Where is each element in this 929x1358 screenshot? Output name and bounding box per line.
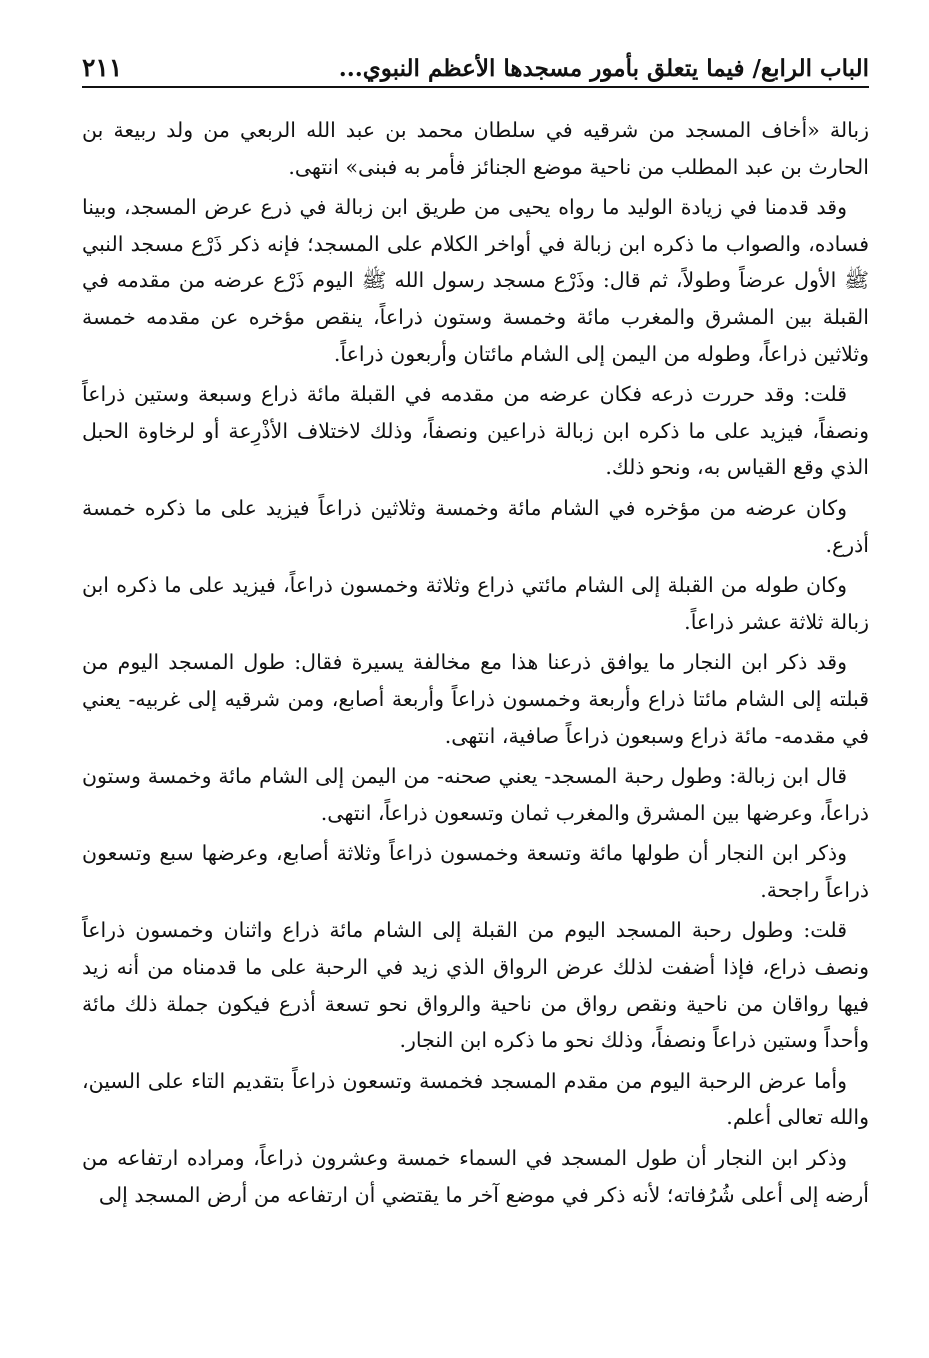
- paragraph: وقد قدمنا في زيادة الوليد ما رواه يحيى من طريق ابن زبالة في ذرع عرض المسجد، وبينا فساده، والصواب ما ذكره ابن زبالة في أواخر الكلام على المسجد؛ فإنه ذكر ذَرْع مسجد النبي ﷺ الأول عرضاً وطولاً، ثم قال: وذَرْع مسجد رسول الله ﷺ اليوم ذَرْع عرضه من مقدمه في القبلة بين المشرق والمغرب مائة وخمسة وستون ذراعاً، ينقص مؤخره عن مقدمه خمسة وثلاثين ذراعاً، وطوله من اليمن إلى الشام مائتان وأربعون ذراعاً.: [82, 195, 869, 366]
- paragraph: وذكر ابن النجار أن طولها مائة وتسعة وخمسون ذراعاً وثلاثة أصابع، وعرضها سبع وتسعون ذراعاً راجحة.: [82, 841, 869, 902]
- paragraph: قلت: وقد حررت ذرعه فكان عرضه من مقدمه في القبلة مائة ذراع وسبعة وستين ذراعاً ونصفاً، فيزيد على ما ذكره ابن زبالة ذراعين ونصفاً، وذلك لاختلاف الأذْرِعة أو لرخاوة الحبل الذي وقع القياس به، ونحو ذلك.: [82, 382, 869, 480]
- chapter-running-title: الباب الرابع/ فيما يتعلق بأمور مسجدها الأعظم النبوي...: [338, 55, 869, 82]
- paragraph: وأما عرض الرحبة اليوم من مقدم المسجد فخمسة وتسعون ذراعاً بتقديم التاء على السين، والله تعالى أعلم.: [82, 1068, 869, 1130]
- paragraph: وكان طوله من القبلة إلى الشام مائتي ذراع وثلاثة وخمسون ذراعاً، فيزيد على ما ذكره ابن زبالة ثلاثة عشر ذراعاً.: [82, 573, 869, 634]
- paragraph: زبالة «أخاف المسجد من شرقيه في سلطان محمد بن عبد الله الربعي من ولد ربيعة بن الحارث بن عبد المطلب من ناحية موضع الجنائز فأمر به فبنى» انتهى.: [82, 118, 869, 179]
- paragraph: قال ابن زبالة: وطول رحبة المسجد- يعني صحنه- من اليمن إلى الشام مائة وخمسة وستون ذراعاً، وعرضها بين المشرق والمغرب ثمان وتسعون ذراعاً، انتهى.: [82, 764, 869, 825]
- paragraph: وكان عرضه من مؤخره في الشام مائة وخمسة وثلاثين ذراعاً فيزيد على ما ذكره خمسة أذرع.: [82, 495, 869, 557]
- page-number: ٢١١: [82, 53, 123, 82]
- paragraph: وذكر ابن النجار أن طول المسجد في السماء خمسة وعشرون ذراعاً، ومراده ارتفاعه من أرضه إلى أعلى شُرُفاته؛ لأنه ذكر في موضع آخر ما يقتضي أن ارتفاعه من أرض المسجد إلى: [82, 1146, 869, 1207]
- paragraph: قلت: وطول رحبة المسجد اليوم من القبلة إلى الشام مائة ذراع واثنان وخمسون ذراعاً ونصف ذراع، فإذا أضفت لذلك عرض الرواق الذي زيد في الرحبة على ما قدمناه من أنه زيد فيها رواقان من ناحية ونقص رواق من ناحية والرواق نحو تسعة أذرع فيكون جملة ذلك مائة وأحداً وستين ذراعاً ونصفاً، وذلك نحو ما ذكره ابن النجار.: [82, 918, 869, 1053]
- paragraph: وقد ذكر ابن النجار ما يوافق ذرعنا هذا مع مخالفة يسيرة فقال: طول المسجد اليوم من قبلته إلى الشام مائتا ذراع وأربعة وخمسون ذراعاً وأربعة أصابع، ومن شرقيه إلى غربيه- يعني في مقدمه- مائة ذراع وسبعون ذراعاً صافية، انتهى.: [82, 650, 869, 748]
- page-header: [82, 40, 869, 88]
- page-body: [82, 112, 869, 1217]
